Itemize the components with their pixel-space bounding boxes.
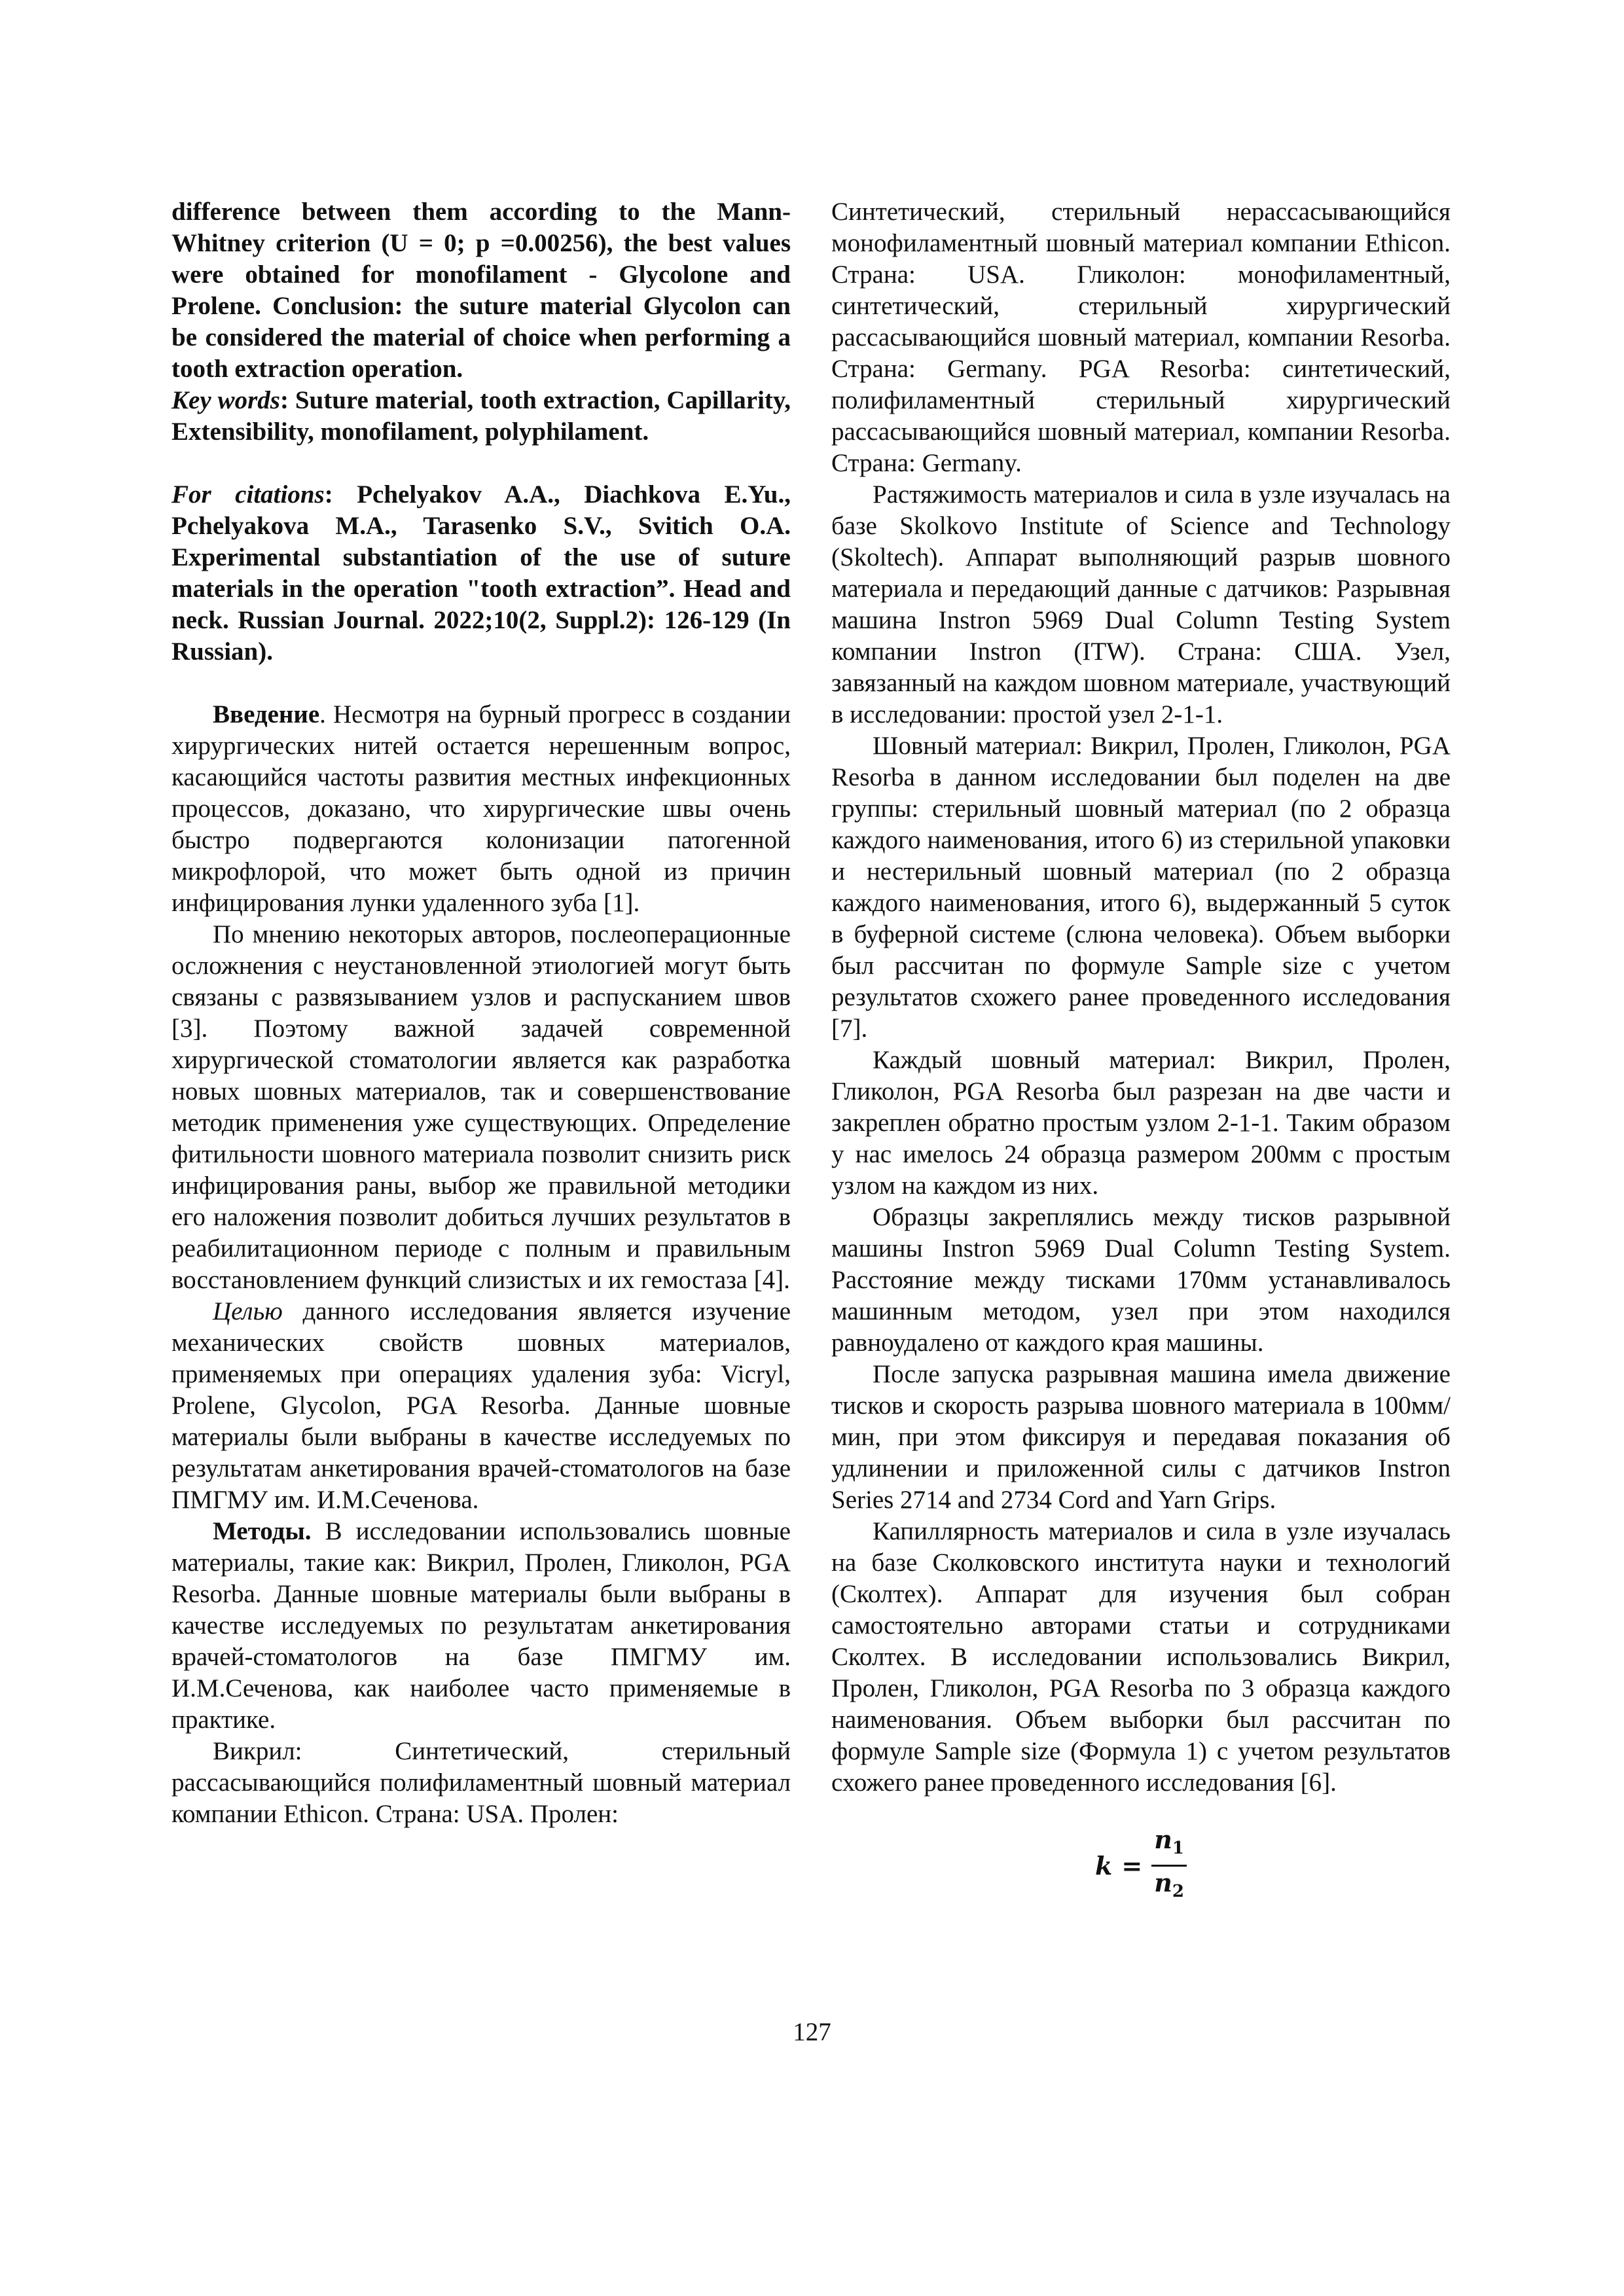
methods-heading: Методы. (213, 1517, 312, 1545)
paragraph-tensile: Растяжимость материалов и сила в узле изучалась на базе Skolkovo Institute of Science and Technology (Skoltech). Аппарат выполняющий разрыв шовного материала и передающий данные с датчиков: Разрывная машина Instron 5969 Dual Column Testing System компании Instron (ITW). Страна: США. Узел, завязанный на каждом шовном материале, участвующий в исследовании: простой узел 2-1-1. (831, 480, 1451, 728)
aim-lead: Целью (213, 1297, 283, 1325)
keywords-label: Key words (171, 386, 280, 414)
intro-paragraph: Введение. Несмотря на бурный прогресс в создании хирургических нитей остается нерешенным вопрос, касающийся частоты развития местных инфекционных процессов, доказано, что хирургические швы очень быстро подвергаются колонизации патогенной микрофлорой, что может быть одной из причин инфицирования лунки удаленного зуба [1]. (171, 700, 791, 917)
paragraph-groups: Шовный материал: Викрил, Пролен, Гликолон, PGA Resorba в данном исследовании был поделен на две группы: стерильный шовный материал (по 2 образца каждого наименования, итого 6) из стерильной упаковки и нестерильный шовный материал (по 2 образца каждого наименования, итого 6), выдержанный 5 суток в буферной системе (слюна человека). Объем выборки был рассчитан по формуле Sample size с учетом результатов схожего ранее проведенного исследования [7]. (831, 732, 1451, 1043)
keywords-text: Suture material, tooth extraction, Capillarity, Extensibility, monofilament, polyphilament. (171, 386, 791, 446)
formula-denominator: $n_2$ (1154, 1868, 1184, 1901)
right-column (831, 196, 1451, 1907)
paragraph-fixing: Образцы закреплялись между тисков разрывной машины Instron 5969 Dual Column Testing System. Расстояние между тисками 170мм устанавливалось машинным методом, узел при этом находился равноудалено от каждого края машины. (831, 1203, 1451, 1357)
formula-fraction (1151, 1825, 1187, 1907)
methods-paragraph: Методы. В исследовании использовались шовные материалы, такие как: Викрил, Пролен, Гликолон, PGA Resorba. Данные шовные материалы были выбраны в качестве исследуемых по результатам анкетирования врачей-стоматологов на базе ПМГМУ им. И.М.Сеченова, как наиболее часто применяемые в практике. (171, 1517, 791, 1734)
keywords: Key words: Suture material, tooth extraction, Capillarity, Extensibility, monofilament, polyphilament. (171, 386, 791, 446)
abstract-conclusion: difference between them according to the Mann-Whitney criterion (U = 0; p =0.00256), the best values were obtained for monofilament - Glycolone and Prolene. Conclusion: the suture material Glycolon can be considered the material of choice when performing a tooth extraction operation. (171, 198, 791, 383)
paragraph-vicryl: Викрил: Синтетический, стерильный рассасывающийся полифиламентный шовный материал компании Ethicon. Страна: USA. Пролен: (171, 1737, 791, 1828)
formula-numerator: $n_1$ (1151, 1825, 1187, 1867)
citation-text: Pchelyakov A.A., Diachkova E.Yu., Pchelyakova M.A., Tarasenko S.V., Svitich O.A. Experimental substantiation of the use of suture materials in the operation "tooth extraction”. Head and neck. Russian Journal. 2022;10(2, Suppl.2): 126-129 (In Russian). (171, 480, 791, 666)
intro-heading: Введение (213, 700, 320, 728)
formula-1 (831, 1825, 1451, 1907)
page-number: 127 (793, 2018, 831, 2046)
paragraph-materials-continued: Синтетический, стерильный нерассасывающийся монофиламентный шовный материал компании Ethicon. Страна: USA. Гликолон: монофиламентный, синтетический, стерильный хирургический рассасывающийся шовный материал, компании Resorba. Страна: Germany. PGA Resorba: синтетический, полифиламентный стерильный хирургический рассасывающийся шовный материал, компании Resorba. Страна: Germany. (831, 198, 1451, 477)
paragraph-launch: После запуска разрывная машина имела движение тисков и скорость разрыва шовного материала в 100мм/мин, при этом фиксируя и передавая показания об удлинении и приложенной силы с датчиков Instron Series 2714 and 2734 Cord and Yarn Grips. (831, 1360, 1451, 1514)
citation: For citations: Pchelyakov A.A., Diachkova E.Yu., Pchelyakova M.A., Tarasenko S.V., Svitich O.A. Experimental substantiation of the use of suture materials in the operation "tooth extraction”. Head and neck. Russian Journal. 2022;10(2, Suppl.2): 126-129 (In Russian). (171, 480, 791, 666)
paragraph-cutting: Каждый шовный материал: Викрил, Пролен, Гликолон, PGA Resorba был разрезан на две части и закреплен обратно простым узлом 2-1-1. Таким образом у нас имелось 24 образца размером 200мм с простым узлом на каждом из них. (831, 1046, 1451, 1200)
paragraph-complications: По мнению некоторых авторов, послеоперационные осложнения с неустановленной этиологией могут быть связаны с развязыванием узлов и распусканием швов [3]. Поэтому важной задачей современной хирургической стоматологии является как разработка новых шовных материалов, так и совершенствование методик применения уже существующих. Определение фитильности шовного материала позволит снизить риск инфицирования раны, выбор же правильной методики его наложения позволит добиться лучших результатов в реабилитационном периоде с полным и правильным восстановлением функций слизистых и их гемостаза [4]. (171, 920, 791, 1294)
paragraph-capillarity: Капиллярность материалов и сила в узле изучалась на базе Сколковского института науки и технологий (Сколтех). Аппарат для изучения был собран самостоятельно авторами статьи и сотрудниками Сколтех. В исследовании использовались Викрил, Пролен, Гликолон, PGA Resorba по 3 образца каждого наименования. Объем выборки был рассчитан по формуле Sample size (Формула 1) с учетом результатов схожего ранее проведенного исследования [6]. (831, 1517, 1451, 1797)
left-column (171, 196, 791, 1830)
citation-label: For citations (171, 480, 325, 509)
aim-paragraph: Целью данного исследования является изучение механических свойств шовных материалов, применяемых при операциях удаления зуба: Vicryl, Prolene, Glycolon, PGA Resorba. Данные шовные материалы были выбраны в качестве исследуемых по результатам анкетирования врачей-стоматологов на базе ПМГМУ им. И.М.Сеченова. (171, 1297, 791, 1514)
formula-lhs: k (1095, 1850, 1113, 1880)
formula-equals: = (1121, 1850, 1143, 1880)
